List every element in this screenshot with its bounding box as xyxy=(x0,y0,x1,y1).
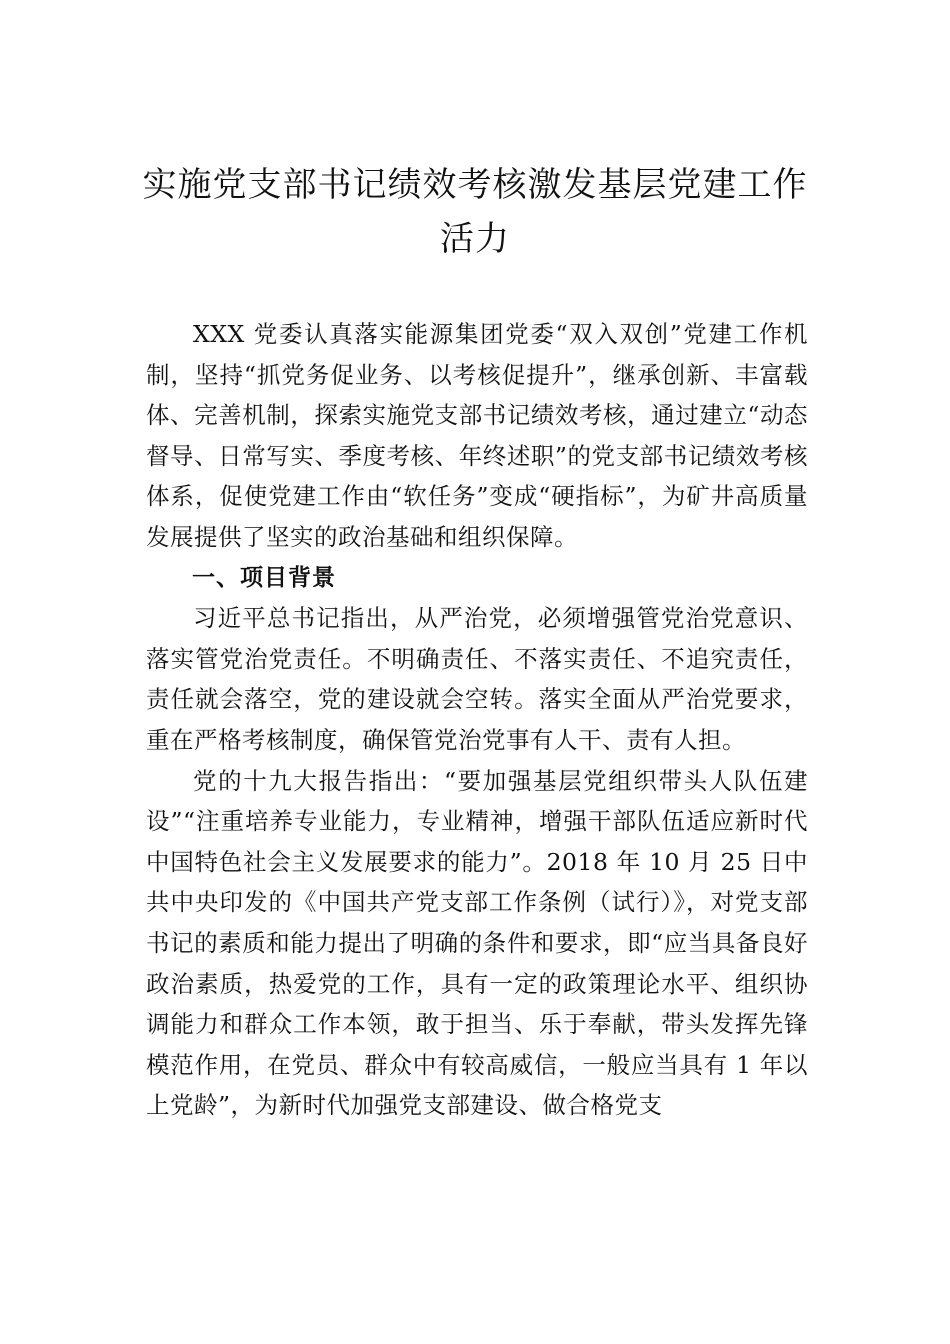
section-paragraph-2: 党的十九大报告指出：“要加强基层党组织带头人队伍建设”“注重培养专业能力，专业精神，增强干部队伍适应新时代中国特色社会主义发展要求的能力”。2018 年 10 月 25 日中共中央印发的《中国共产党支部工作条例（试行）》，对党支部书记的素质和能力提出了明确的条件和要求，即“应当具备良好政治素质，热爱党的工作，具有一定的政策理论水平、组织协调能力和群众工作本领，敢于担当、乐于奉献，带头发挥先锋模范作用，在党员、群众中有较高威信，一般应当具有 1 年以上党龄”，为新时代加强党支部建设、做合格党支 xyxy=(146,766,808,1120)
intro-paragraph: XXX 党委认真落实能源集团党委“双入双创”党建工作机制，坚持“抓党务促业务、以考核促提升”，继承创新、丰富载体、完善机制，探索实施党支部书记绩效考核，通过建立“动态督导、日常写实、季度考核、年终述职”的党支部书记绩效考核体系，促使党建工作由“软任务”变成“硬指标”，为矿井高质量发展提供了坚实的政治基础和组织保障。 xyxy=(146,320,808,551)
document-title: 实施党支部书记绩效考核激发基层党建工作活力 xyxy=(142,165,808,259)
section-paragraph-1: 习近平总书记指出，从严治党，必须增强管党治党意识、落实管党治党责任。不明确责任、不落实责任、不追究责任，责任就会落空，党的建设就会空转。落实全面从严治党要求，重在严格考核制度，确保管党治党事有人干、责有人担。 xyxy=(146,604,808,754)
section-heading: 一、项目背景 xyxy=(192,564,336,591)
document-body xyxy=(146,314,808,1126)
